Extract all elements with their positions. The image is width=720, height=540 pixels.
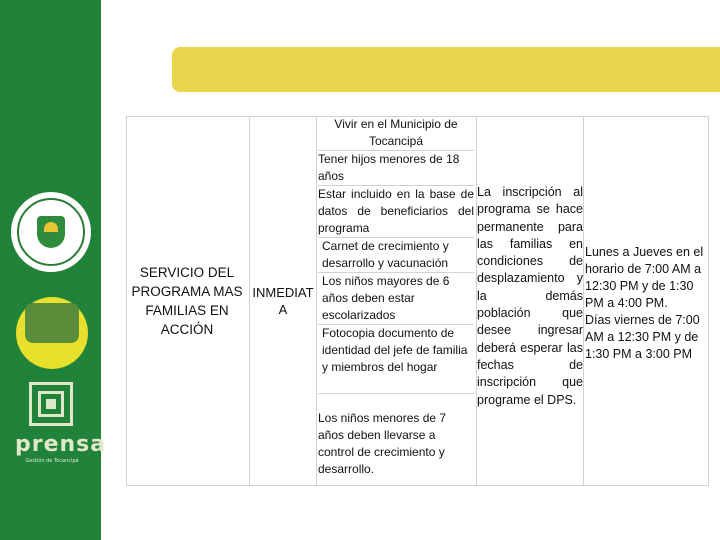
hand-icon (25, 303, 79, 343)
requirement-item: Carnet de crecimiento y desarrollo y vacunación (318, 238, 474, 273)
enrollment-note: La inscripción al programa se hace permanente para las familias en condiciones de desplazamiento y la demás población que desee ingresar deberá esperar las fechas de inscripción que programe el DPS. (477, 185, 583, 407)
requirement-item: Fotocopia documento de identidad del jefe de familia y miembros del hogar (318, 325, 474, 394)
requirement-item: Vivir en el Municipio de Tocancipá (318, 116, 474, 151)
municipio-seal-logo (11, 192, 91, 272)
requirement-item: Tener hijos menores de 18 años (318, 151, 474, 186)
prensa-tagline: Gestión de Tocancipá (25, 458, 79, 464)
requirement-item: Los niños mayores de 6 años deben estar escolarizados (318, 273, 474, 325)
timing-cell (250, 116, 316, 486)
schedule-friday: Días viernes de 7:00 AM a 12:30 PM y de 1:30 PM a 3:00 PM (585, 313, 700, 361)
sun-icon (44, 222, 58, 232)
prensa-wordmark: prensa (15, 432, 107, 457)
schedule-cell (585, 244, 711, 363)
column-divider (583, 116, 584, 486)
title-banner (172, 47, 720, 92)
maze-icon (29, 382, 73, 426)
column-divider (316, 116, 317, 486)
service-name-cell (127, 116, 247, 486)
service-name: SERVICIO DEL PROGRAMA MAS FAMILIAS EN ACCIÓN (131, 265, 243, 337)
requirement-item: Estar incluido en la base de datos de beneficiarios del programa (318, 186, 474, 238)
tocancipa-participativa-logo (16, 297, 88, 369)
shield-icon (37, 216, 65, 248)
prensa-logo (15, 382, 107, 466)
timing-value: INMEDIATA (252, 285, 314, 317)
requirements-cell (318, 116, 474, 478)
schedule-weekdays: Lunes a Jueves en el horario de 7:00 AM a 12:30 PM y de 1:30 PM a 4:00 PM. (585, 245, 704, 310)
requirement-item: Los niños menores de 7 años deben llevarse a control de crecimiento y desarrollo. (318, 411, 447, 476)
sidebar (0, 0, 107, 540)
enrollment-note-cell (477, 184, 583, 409)
